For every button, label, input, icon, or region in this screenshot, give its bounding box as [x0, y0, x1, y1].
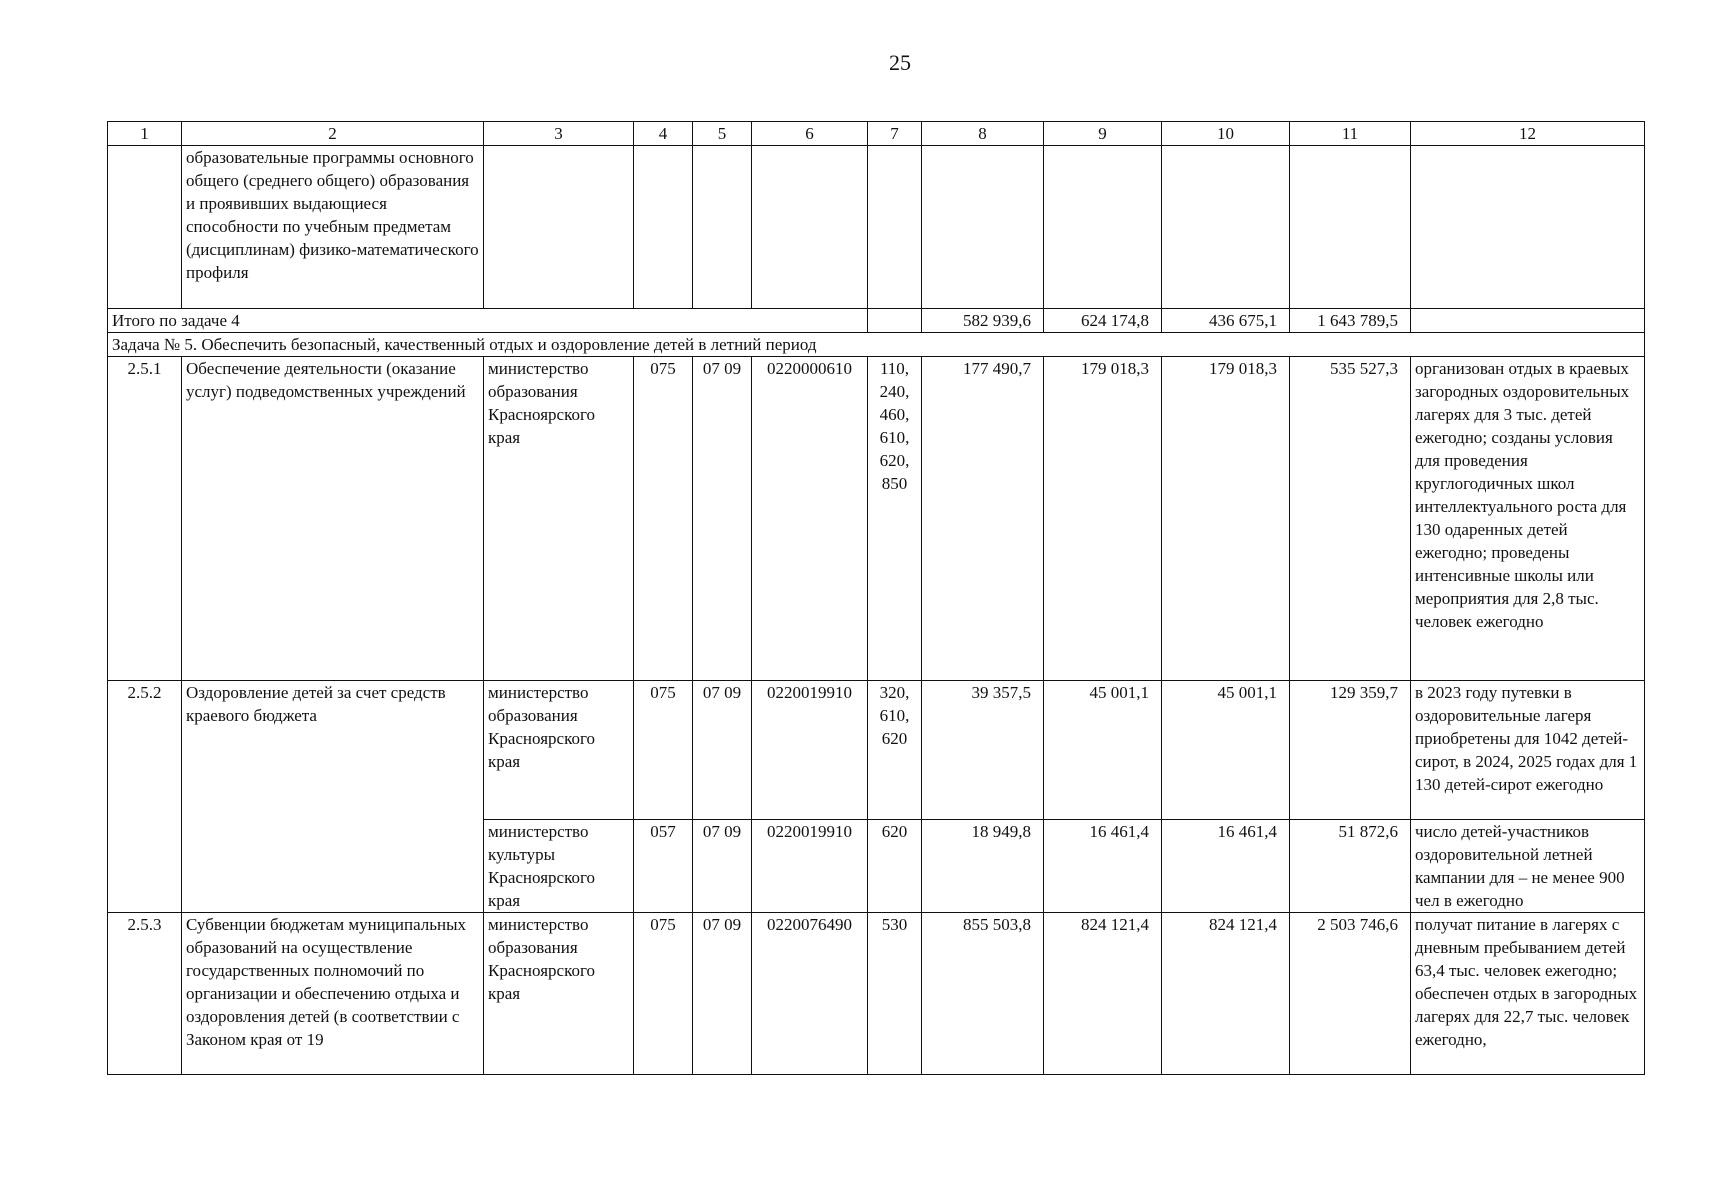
amount-2023: 18 949,8: [922, 820, 1044, 913]
rzpr-code: 07 09: [693, 681, 752, 820]
csr-code: 0220076490: [752, 913, 868, 1075]
column-header-3: 3: [484, 122, 634, 146]
table-row-task-5: [108, 333, 1645, 357]
amount-2025: 179 018,3: [1162, 357, 1290, 681]
event-name: Субвенции бюджетам муниципальных образований на осуществление государственных полномочий по организации и обеспечению отдыха и оздоровления детей (в соответствии с Законом края от 19: [182, 913, 484, 1075]
vr-code: 530: [868, 913, 922, 1075]
column-header-12: 12: [1411, 122, 1645, 146]
event-name: образовательные программы основного общего (среднего общего) образования и проявивших выдающиеся способности по учебным предметам (дисциплинам) физико-математического профиля: [182, 146, 484, 309]
rzpr-code: 07 09: [693, 820, 752, 913]
vr-code: 620: [868, 820, 922, 913]
amount-2025: 824 121,4: [1162, 913, 1290, 1075]
row-number: 2.5.3: [108, 913, 182, 1075]
amount-2024: 824 121,4: [1044, 913, 1162, 1075]
amount-2023: 177 490,7: [922, 357, 1044, 681]
column-header-7: 7: [868, 122, 922, 146]
column-header-10: 10: [1162, 122, 1290, 146]
total-2023: 582 939,6: [922, 309, 1044, 333]
responsible-org: министерство культуры Красноярского края: [484, 820, 634, 913]
table-row-total-task-4: [108, 309, 1645, 333]
event-name: Обеспечение деятельности (оказание услуг) подведомственных учреждений: [182, 357, 484, 681]
amount-2024: 179 018,3: [1044, 357, 1162, 681]
grbs-code: 075: [634, 681, 693, 820]
column-header-1: 1: [108, 122, 182, 146]
grbs-code: 075: [634, 913, 693, 1075]
total-label: Итого по задаче 4: [108, 309, 868, 333]
total-2025: 436 675,1: [1162, 309, 1290, 333]
vr-code: 320, 610, 620: [868, 681, 922, 820]
table-row-2-5-3: [108, 913, 1645, 1075]
csr-code: 0220019910: [752, 681, 868, 820]
column-header-11: 11: [1290, 122, 1411, 146]
table-row-continuation: [108, 146, 1645, 309]
total-2024: 624 174,8: [1044, 309, 1162, 333]
row-number: 2.5.2: [108, 681, 182, 913]
amount-2025: 45 001,1: [1162, 681, 1290, 820]
expected-result: организован отдых в краевых загородных оздоровительных лагерях для 3 тыс. детей ежегодно; созданы условия для проведения круглогодичных школ интеллектуального роста для 130 одаренных детей ежегодно; проведены интенсивные школы или мероприятия для 2,8 тыс. человек ежегодно: [1411, 357, 1645, 681]
responsible-org: министерство образования Красноярского края: [484, 357, 634, 681]
task-heading: Задача № 5. Обеспечить безопасный, качественный отдых и оздоровление детей в летний период: [108, 333, 1645, 357]
vr-code: 110, 240, 460, 610, 620, 850: [868, 357, 922, 681]
table-row-2-5-1: [108, 357, 1645, 681]
total-period: 1 643 789,5: [1290, 309, 1411, 333]
budget-table: [107, 121, 1645, 1075]
amount-period: 2 503 746,6: [1290, 913, 1411, 1075]
amount-period: 51 872,6: [1290, 820, 1411, 913]
event-name: Оздоровление детей за счет средств краевого бюджета: [182, 681, 484, 913]
amount-2024: 45 001,1: [1044, 681, 1162, 820]
column-number-header: [108, 122, 1645, 146]
rzpr-code: 07 09: [693, 357, 752, 681]
column-header-9: 9: [1044, 122, 1162, 146]
responsible-org: министерство образования Красноярского края: [484, 913, 634, 1075]
grbs-code: 075: [634, 357, 693, 681]
responsible-org: министерство образования Красноярского края: [484, 681, 634, 820]
amount-2023: 855 503,8: [922, 913, 1044, 1075]
amount-2023: 39 357,5: [922, 681, 1044, 820]
amount-2024: 16 461,4: [1044, 820, 1162, 913]
expected-result: число детей-участников оздоровительной летней кампании для – не менее 900 чел в ежегодно: [1411, 820, 1645, 913]
amount-2025: 16 461,4: [1162, 820, 1290, 913]
table-row-2-5-2: [108, 681, 1645, 820]
column-header-4: 4: [634, 122, 693, 146]
expected-result: в 2023 году путевки в оздоровительные лагеря приобретены для 1042 детей-сирот, в 2024, 2025 годах для 1 130 детей-сирот ежегодно: [1411, 681, 1645, 820]
grbs-code: 057: [634, 820, 693, 913]
csr-code: 0220019910: [752, 820, 868, 913]
column-header-6: 6: [752, 122, 868, 146]
column-header-5: 5: [693, 122, 752, 146]
rzpr-code: 07 09: [693, 913, 752, 1075]
page-number: 25: [889, 50, 911, 75]
row-number: 2.5.1: [108, 357, 182, 681]
column-header-2: 2: [182, 122, 484, 146]
expected-result: получат питание в лагерях с дневным пребыванием детей 63,4 тыс. человек ежегодно; обеспечен отдых в загородных лагерях для 22,7 тыс. человек ежегодно,: [1411, 913, 1645, 1075]
column-header-8: 8: [922, 122, 1044, 146]
amount-period: 535 527,3: [1290, 357, 1411, 681]
csr-code: 0220000610: [752, 357, 868, 681]
amount-period: 129 359,7: [1290, 681, 1411, 820]
